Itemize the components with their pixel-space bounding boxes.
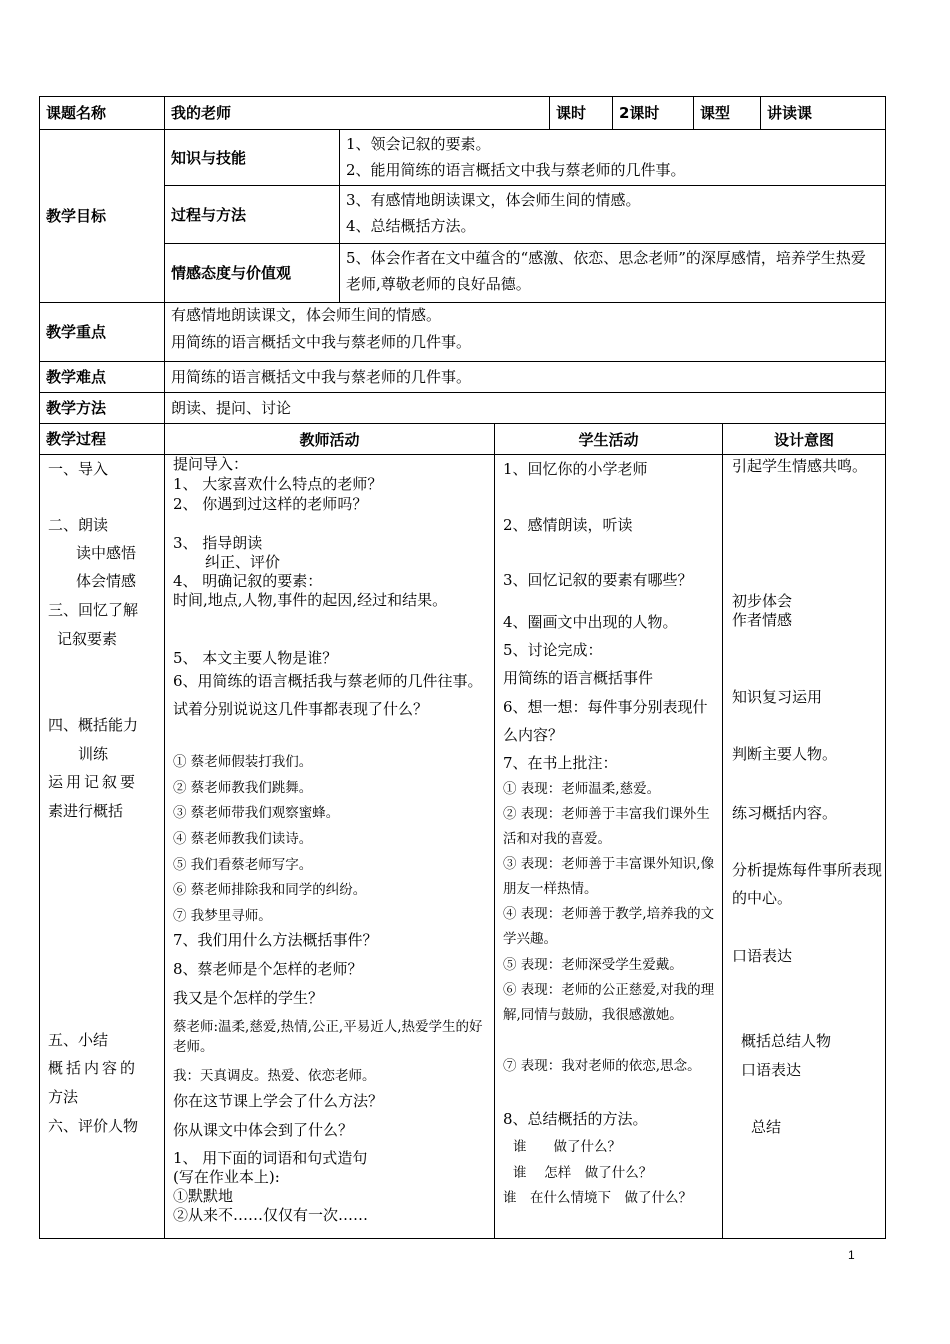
step-summarize-sub: 运用记叙要 (48, 773, 139, 791)
knowledge-items (339, 129, 886, 186)
intent-line: 判断主要人物。 (732, 745, 838, 763)
step-review: 三、回忆了解 (48, 601, 139, 619)
teacher-line: 7、我们用什么方法概括事件？ (173, 931, 378, 949)
teacher-column (164, 454, 495, 1239)
teacher-line: 我：天真调皮。热爱、依恋老师。 (173, 1068, 376, 1084)
method-text: 朗读、提问、讨论 (164, 392, 886, 424)
process-item: 3、有感情地朗读课文，体会师生间的情感。 (346, 191, 641, 209)
process-item: 4、总结概括方法。 (346, 217, 476, 235)
annotation-item: ② 表现：老师善于丰富我们课外生活和对我的喜爱。 (503, 806, 710, 847)
event-item: ⑦ 我梦里寻师。 (173, 908, 272, 924)
step-conclusion-sub: 概括内容的 (48, 1059, 139, 1077)
focus-line: 用简练的语言概括文中我与蔡老师的几件事。 (171, 333, 472, 351)
teacher-line: 2、 你遇到过这样的老师吗？ (173, 495, 368, 513)
method-pattern: 谁 怎样 做了什么？ (513, 1165, 653, 1181)
type-label: 课型 (693, 96, 761, 130)
course-name-label: 课题名称 (39, 96, 165, 130)
teacher-line: 蔡老师:温柔,慈爱,热情,公正,平易近人,热爱学生的好老师。 (173, 1019, 483, 1056)
step-summarize-sub: 训练 (78, 745, 109, 763)
intent-line: 作者情感 (732, 611, 793, 629)
annotation-item: ④ 表现：老师善于教学,培养我的文学兴趣。 (503, 906, 715, 947)
hours-label: 课时 (549, 96, 613, 130)
knowledge-item: 1、领会记叙的要素。 (346, 135, 491, 153)
intent-column (722, 454, 886, 1239)
process-label: 过程与方法 (164, 185, 340, 244)
teacher-line: 提问导入： (173, 455, 249, 473)
difficulty-label: 教学难点 (39, 361, 165, 393)
event-item: ③ 蔡老师带我们观察蜜蜂。 (173, 805, 340, 821)
teacher-line: 3、 指导朗读 (173, 534, 263, 552)
teacher-line: 8、蔡老师是个怎样的老师？ (173, 960, 363, 978)
event-item: ④ 蔡老师教我们读诗。 (173, 831, 313, 847)
teacher-line: 1、 大家喜欢什么特点的老师？ (173, 475, 383, 493)
step-reading-sub: 读中感悟 (76, 544, 137, 562)
step-reading-sub: 体会情感 (76, 572, 137, 590)
intent-line: 练习概括内容。 (732, 804, 838, 822)
annotation-item: ③ 表现：老师善于丰富课外知识,像朋友一样热情。 (503, 856, 715, 897)
type-value: 讲读课 (760, 96, 886, 130)
teacher-col-header: 教师活动 (164, 423, 495, 455)
course-name-value: 我的老师 (164, 96, 550, 130)
teacher-line: 1、 用下面的词语和句式造句 (173, 1149, 368, 1167)
step-conclusion-sub: 方法 (48, 1088, 79, 1106)
intent-line: 总结 (751, 1118, 782, 1136)
emotion-label: 情感态度与价值观 (164, 243, 340, 303)
student-line: 5、讨论完成： (503, 641, 603, 659)
teacher-line: 时间,地点,人物,事件的起因,经过和结果。 (173, 591, 448, 609)
process-col-header: 教学过程 (39, 423, 165, 455)
student-col-header: 学生活动 (494, 423, 723, 455)
method-label: 教学方法 (39, 392, 165, 424)
step-review-sub: 记叙要素 (57, 630, 118, 648)
intent-line: 知识复习运用 (732, 688, 823, 706)
student-line: 2、感情朗读，听读 (503, 516, 633, 534)
student-line: 3、回忆记叙的要素有哪些？ (503, 571, 693, 589)
difficulty-text: 用简练的语言概括文中我与蔡老师的几件事。 (164, 361, 886, 393)
method-pattern: 谁 在什么情境下 做了什么？ (503, 1190, 692, 1206)
event-item: ⑥ 蔡老师排除我和同学的纠纷。 (173, 882, 367, 898)
annotation-item: ⑦ 表现：我对老师的依恋,思念。 (503, 1058, 701, 1074)
teacher-line: 纠正、评价 (205, 553, 281, 571)
annotation-item: ⑤ 表现：老师深受学生爱戴。 (503, 957, 683, 973)
teacher-line: 5、 本文主要人物是谁？ (173, 649, 338, 667)
teacher-line: 6、用简练的语言概括我与蔡老师的几件往事。试着分别说说这几件事都表现了什么？ (173, 672, 483, 718)
student-line: 用简练的语言概括事件 (503, 669, 654, 687)
focus-line: 有感情地朗读课文，体会师生间的情感。 (171, 306, 442, 324)
student-line: 1、回忆你的小学老师 (503, 460, 648, 478)
knowledge-label: 知识与技能 (164, 129, 340, 186)
intent-line: 分析提炼每件事所表现的中心。 (732, 861, 883, 907)
intent-line: 初步体会 (732, 592, 793, 610)
intent-line: 引起学生情感共鸣。 (732, 457, 868, 475)
process-items (339, 185, 886, 244)
page-number: 1 (848, 1248, 855, 1262)
teacher-line: 你在这节课上学会了什么方法？ (173, 1092, 384, 1110)
step-summarize-sub: 素进行概括 (48, 802, 124, 820)
student-line: 6、想一想：每件事分别表现什么内容？ (503, 698, 708, 744)
emotion-text: 5、体会作者在文中蕴含的“感激、依恋、思念老师”的深厚感情，培养学生热爱老师,尊敬老师的良好品德。 (339, 243, 886, 303)
step-reading: 二、朗读 (48, 516, 109, 534)
focus-label: 教学重点 (39, 302, 165, 362)
event-item: ② 蔡老师教我们跳舞。 (173, 780, 313, 796)
step-intro: 一、导入 (48, 460, 109, 478)
student-line: 4、圈画文中出现的人物。 (503, 613, 678, 631)
steps-column (39, 454, 165, 1239)
intent-line: 口语表达 (732, 947, 793, 965)
intent-line: 口语表达 (741, 1061, 802, 1079)
method-pattern: 谁 做了什么？ (513, 1139, 621, 1155)
event-item: ⑤ 我们看蔡老师写字。 (173, 857, 313, 873)
hours-value: 2课时 (612, 96, 694, 130)
annotation-item: ① 表现：老师温柔,慈爱。 (503, 781, 661, 797)
step-conclusion: 五、小结 (48, 1031, 109, 1049)
knowledge-item: 2、能用简练的语言概括文中我与蔡老师的几件事。 (346, 161, 686, 179)
student-line: 7、在书上批注： (503, 754, 618, 772)
teacher-line: ①默默地 (173, 1187, 234, 1205)
step-evaluate: 六、评价人物 (48, 1117, 139, 1135)
teacher-line: 4、 明确记叙的要素： (173, 572, 323, 590)
intent-col-header: 设计意图 (722, 423, 886, 455)
student-line: 8、总结概括的方法。 (503, 1110, 648, 1128)
teacher-line: ②从来不……仅仅有一次…… (173, 1206, 369, 1224)
goals-label: 教学目标 (39, 129, 165, 303)
teacher-line: (写在作业本上): (173, 1168, 280, 1186)
focus-text (164, 302, 886, 362)
step-summarize: 四、概括能力 (48, 716, 139, 734)
student-column (494, 454, 723, 1239)
intent-line: 概括总结人物 (741, 1032, 832, 1050)
event-item: ① 蔡老师假装打我们。 (173, 754, 313, 770)
annotation-item: ⑥ 表现：老师的公正慈爱,对我的理解,同情与鼓励，我很感激她。 (503, 982, 715, 1023)
teacher-line: 你从课文中体会到了什么？ (173, 1121, 354, 1139)
teacher-line: 我又是个怎样的学生？ (173, 989, 324, 1007)
